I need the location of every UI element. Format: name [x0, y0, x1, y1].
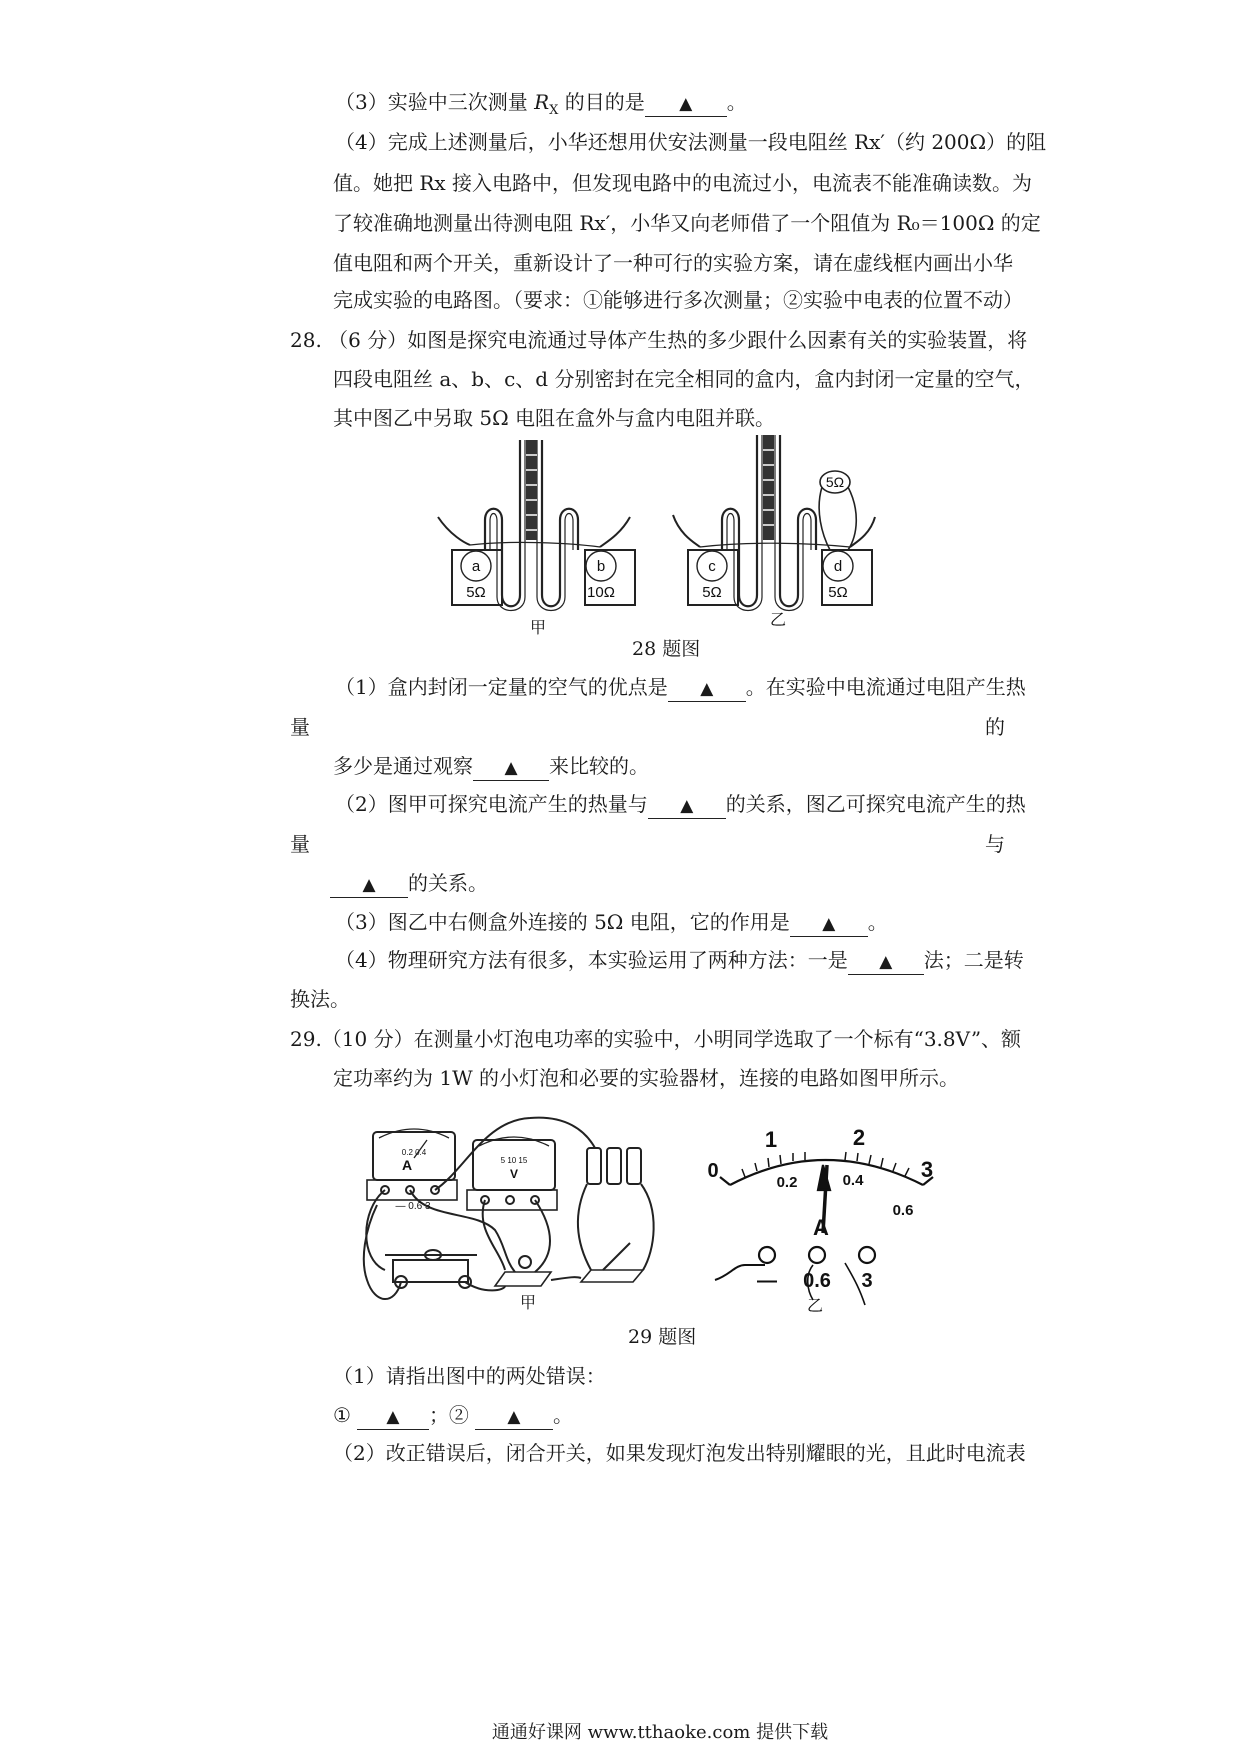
q28-part2-wrap-right: 与	[985, 832, 1005, 856]
scale-bottom-label: 0.2	[776, 1174, 798, 1191]
figure-29-caption: 29 题图	[628, 1326, 697, 1348]
battery-icon	[607, 1148, 621, 1184]
scale-bottom-label: 0.6	[892, 1202, 914, 1219]
figure-29-circuit-diagram	[355, 1110, 675, 1315]
q27-part4-line4: 值电阻和两个开关，重新设计了一种可行的实验方案，请在虚线框内画出小华	[333, 251, 1013, 275]
answer-blank[interactable]: ▲	[330, 871, 408, 898]
scale-top-label: 1	[764, 1127, 778, 1152]
figure-28-right-label: 乙	[769, 612, 787, 629]
q28-part2-wrap-left: 量	[290, 832, 310, 856]
q28-stem-line1: 28. （6 分）如图是探究电流通过导体产生热的多少跟什么因素有关的实验装置，将	[290, 328, 1028, 352]
q27-part3: （3）实验中三次测量 $R_X$ 的目的是 ▲ 。	[335, 90, 747, 118]
q29-stem-line1: 29.（10 分）在测量小灯泡电功率的实验中，小明同学选取了一个标有“3.8V”、额	[290, 1027, 1022, 1051]
lamp-base-icon	[495, 1272, 551, 1286]
voltmeter-unit: V	[509, 1167, 519, 1181]
terminal-label: —	[757, 1270, 777, 1292]
rheostat-icon	[393, 1260, 468, 1282]
q27-part4-line2: 值。她把 Rx 接入电路中，但发现电路中的电流过小，电流表不能准确读数。为	[333, 171, 1033, 195]
terminal-label: 3	[861, 1270, 873, 1292]
terminal-3	[859, 1247, 875, 1263]
q28-part1-line3: 多少是通过观察 ▲ 来比较的。	[333, 752, 649, 781]
scale-top-label: 0	[707, 1160, 719, 1182]
answer-blank[interactable]: ▲	[848, 948, 924, 975]
q28-part1-wrap-right: 的	[985, 715, 1005, 739]
figure-28-joule-heating-apparatus	[430, 425, 890, 640]
figure-29-right-label: 乙	[806, 1298, 824, 1315]
terminal-0-6	[809, 1247, 825, 1263]
q28-part4-line2: 换法。	[290, 987, 350, 1011]
answer-blank[interactable]: ▲	[473, 754, 549, 781]
q28-stem-line2: 四段电阻丝 a、b、c、d 分别密封在完全相同的盒内，盒内封闭一定量的空气，	[333, 367, 1035, 391]
box-a-resistance: 5Ω	[466, 584, 486, 601]
ammeter-mini-scale: 0.2 0.4	[401, 1148, 427, 1157]
figure-28-left-label: 甲	[529, 620, 547, 637]
box-b-resistance: 10Ω	[587, 584, 615, 601]
box-c-letter: c	[708, 558, 716, 575]
battery-icon	[627, 1148, 641, 1184]
q28-part4-line1: （4）物理研究方法有很多，本实验运用了两种方法：一是 ▲ 法；二是转	[335, 946, 1024, 975]
scale-top-label: 3	[920, 1157, 934, 1182]
ammeter-unit: A	[401, 1157, 413, 1173]
answer-blank[interactable]: ▲	[648, 792, 726, 819]
q28-part1-line1: （1）盒内封闭一定量的空气的优点是 ▲ 。在实验中电流通过电阻产生热	[335, 673, 1026, 702]
answer-blank[interactable]: ▲	[790, 910, 868, 937]
q28-part3: （3）图乙中右侧盒外连接的 5Ω 电阻，它的作用是 ▲ 。	[335, 908, 888, 937]
answer-blank[interactable]: ▲	[668, 675, 746, 702]
bulb-icon	[519, 1256, 531, 1268]
page-footer: 通通好课网 www.tthaoke.com 提供下载	[491, 1722, 829, 1743]
terminal-negative	[759, 1247, 775, 1263]
box-a-letter: a	[471, 558, 481, 575]
terminal-label: 0.6	[803, 1270, 831, 1292]
figure-29-left-label: 甲	[519, 1295, 537, 1312]
q27-part4-line3: 了较准确地测量出待测电阻 Rx′，小华又向老师借了一个阻值为 R₀＝100Ω 的定	[333, 211, 1041, 235]
scale-top-label: 2	[852, 1125, 866, 1150]
q27-part4-line1: （4）完成上述测量后，小华还想用伏安法测量一段电阻丝 Rx′（约 200Ω）的阻	[335, 130, 1047, 154]
q28-part1-wrap-left: 量	[290, 715, 310, 739]
dial-unit: A	[813, 1215, 829, 1240]
switch-icon	[581, 1270, 643, 1282]
q28-stem-line3: 其中图乙中另取 5Ω 电阻在盒外与盒内电阻并联。	[333, 406, 776, 430]
ammeter-terminal-labels: — 0.6 3	[395, 1201, 431, 1212]
box-d-resistance: 5Ω	[828, 584, 848, 601]
scale-bottom-label: 0.4	[842, 1172, 864, 1189]
q28-part2-line3: ▲ 的关系。	[330, 869, 488, 898]
answer-blank[interactable]: ▲	[475, 1403, 553, 1430]
voltmeter-icon	[473, 1140, 555, 1190]
figure-29-ammeter-dial	[695, 1115, 955, 1315]
battery-icon	[587, 1148, 601, 1184]
q28-part2-line1: （2）图甲可探究电流产生的热量与 ▲ 的关系，图乙可探究电流产生的热	[335, 790, 1026, 819]
answer-blank[interactable]: ▲	[645, 90, 727, 117]
q29-stem-line2: 定功率约为 1W 的小灯泡和必要的实验器材，连接的电路如图甲所示。	[333, 1066, 959, 1090]
q29-part1-answers: ① ▲ ；② ▲ 。	[333, 1401, 573, 1430]
q27-part4-line5: 完成实验的电路图。（要求：①能够进行多次测量；②实验中电表的位置不动）	[333, 288, 1023, 312]
box-d-letter: d	[833, 558, 843, 575]
q29-part2: （2）改正错误后，闭合开关，如果发现灯泡发出特别耀眼的光，且此时电流表	[333, 1441, 1026, 1465]
answer-blank[interactable]: ▲	[357, 1403, 429, 1430]
box-c-resistance: 5Ω	[702, 584, 722, 601]
voltmeter-mini-scale: 5 10 15	[500, 1156, 528, 1165]
external-resistor-label: 5Ω	[825, 474, 845, 490]
box-b-letter: b	[596, 558, 606, 575]
figure-28-caption: 28 题图	[632, 638, 701, 660]
q29-part1: （1）请指出图中的两处错误：	[333, 1364, 606, 1388]
